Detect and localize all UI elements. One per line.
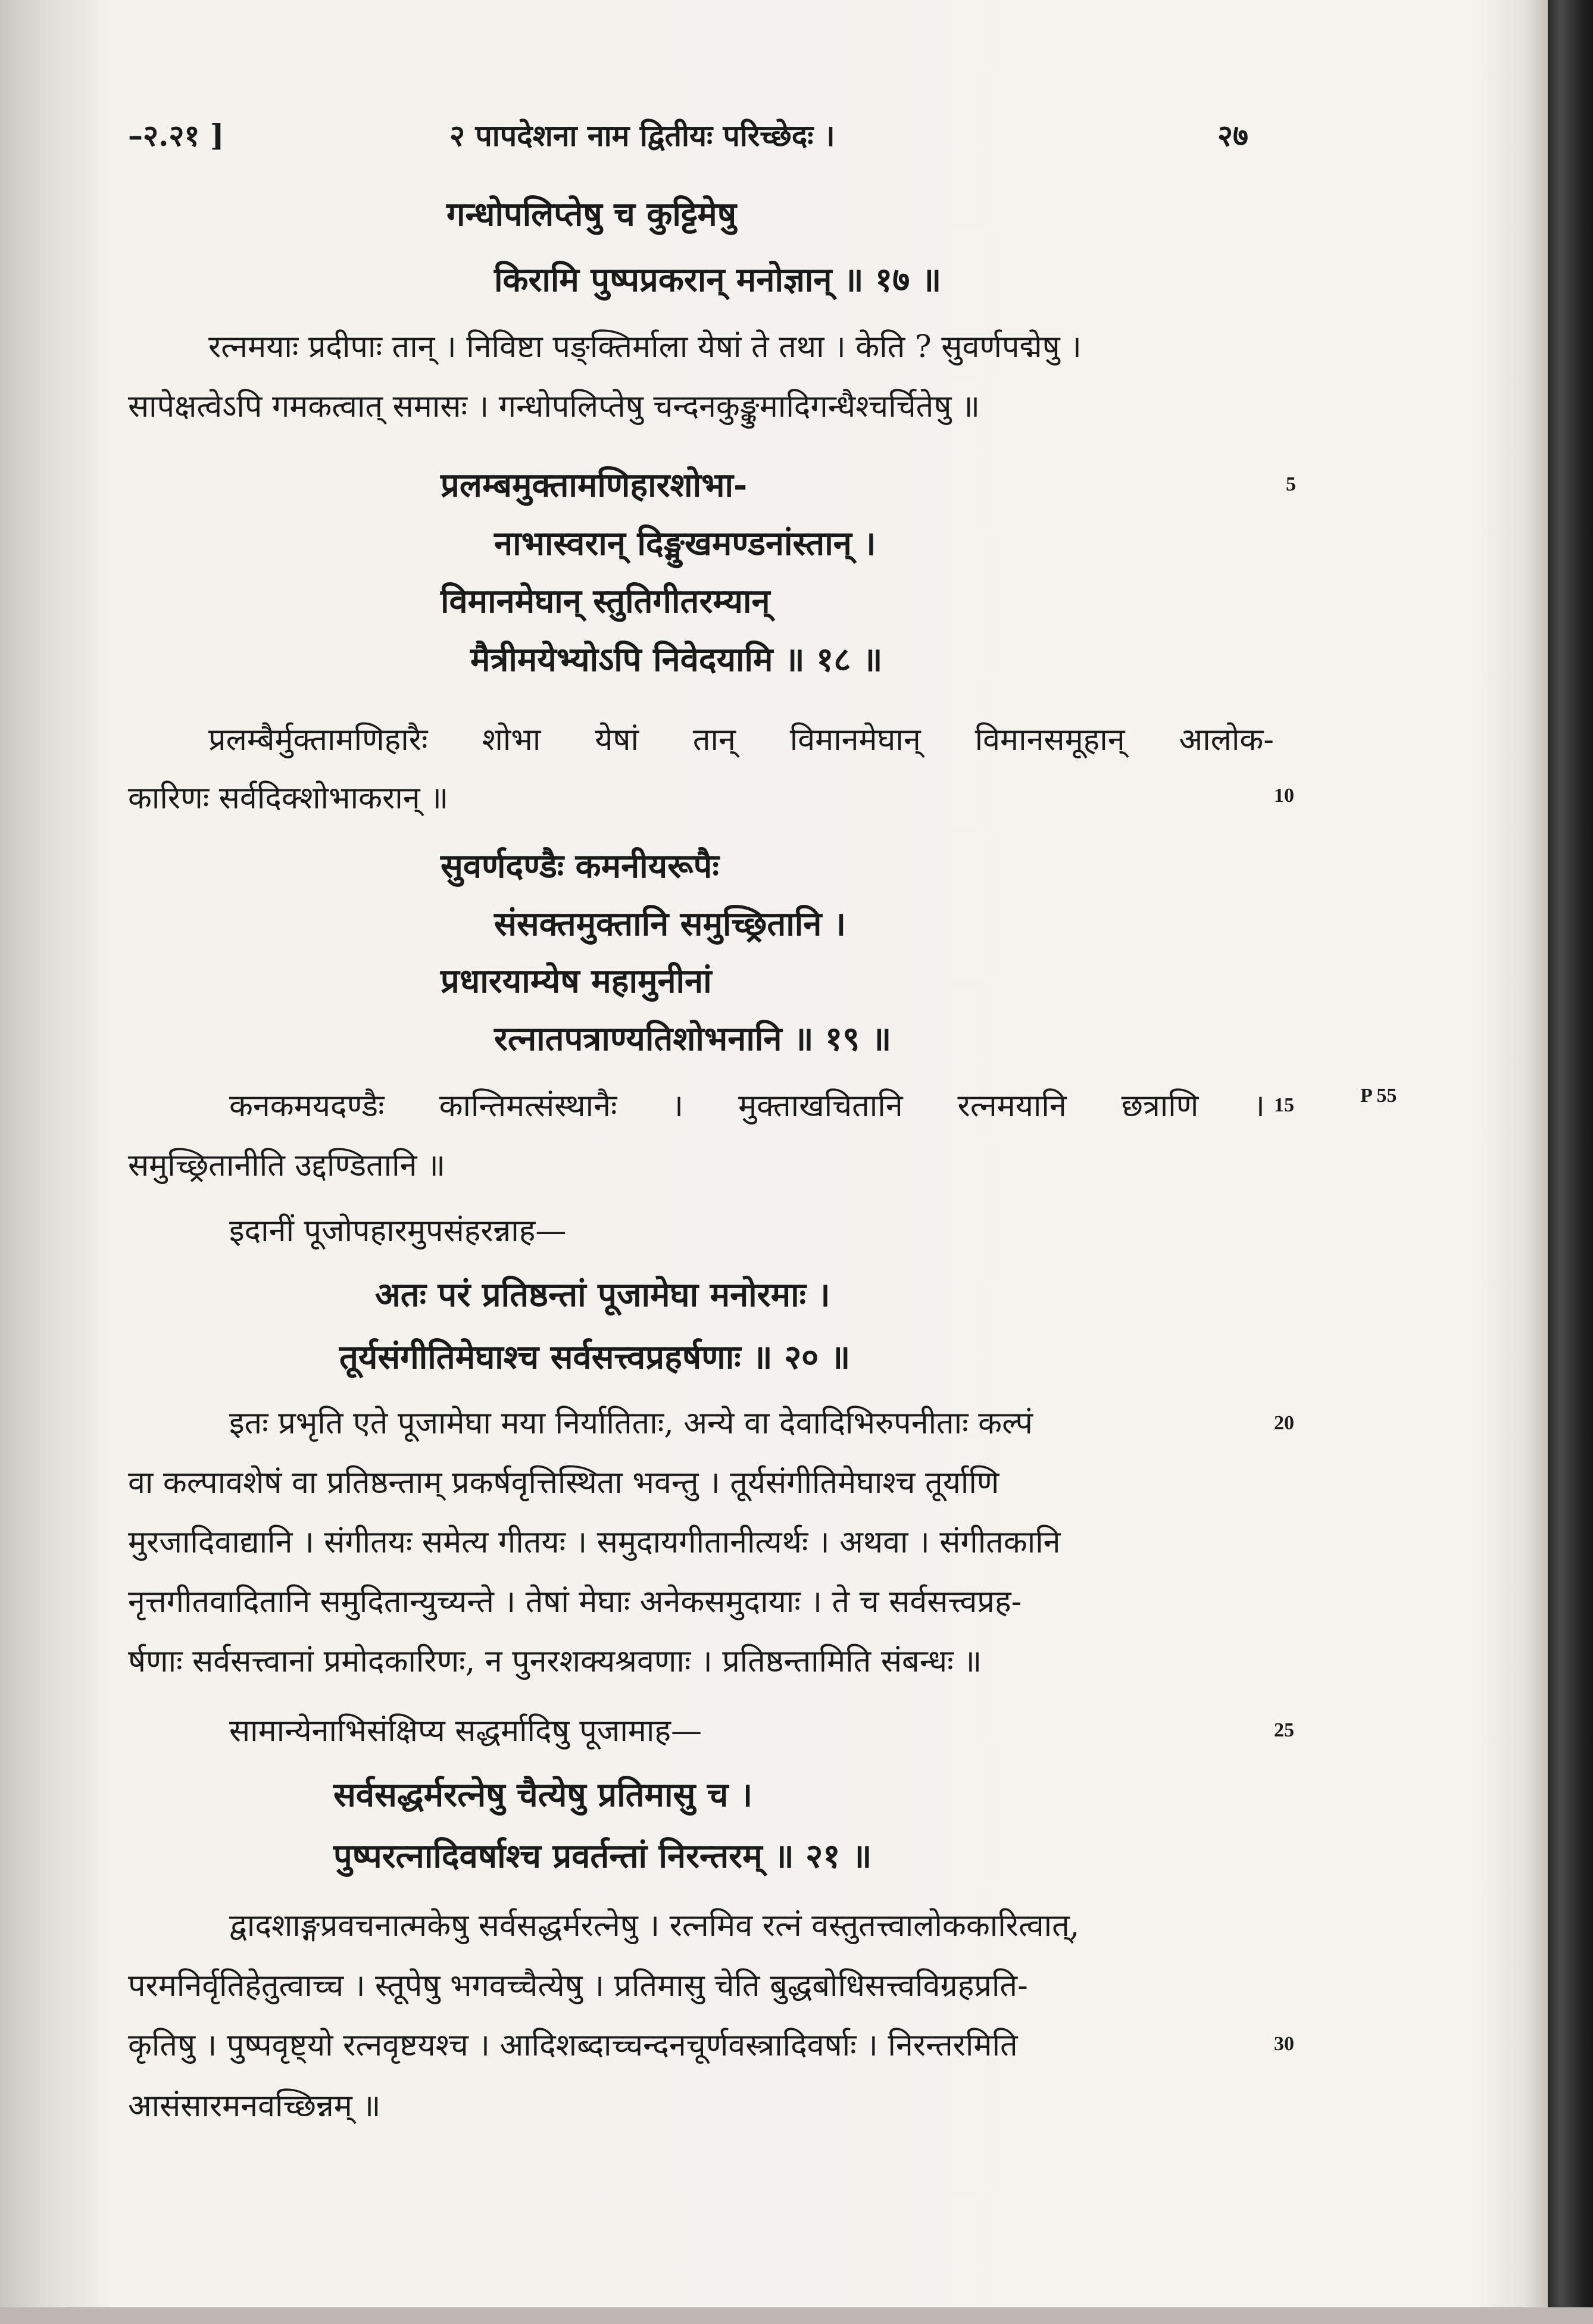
margin-line-number: 5 xyxy=(1286,473,1296,495)
commentary-word: तान् xyxy=(692,722,736,758)
verse-18-line-2: नाभास्वरान् दिङ्मुखमण्डनांस्तान् । xyxy=(494,524,876,563)
commentary-19-line-2: समुच्छ्रितानीति उद्दण्डितानि ॥ xyxy=(128,1148,446,1183)
margin-line-number: 30 xyxy=(1274,2033,1294,2055)
commentary-word: शोभा xyxy=(482,722,541,758)
verse-19-line-1: सुवर्णदण्डैः कमनीयरूपैः xyxy=(441,846,719,886)
verse-19-line-2: संसक्तमुक्तानि समुच्छ्रितानि । xyxy=(494,904,847,944)
commentary-20-line-1: इतः प्रभृति एते पूजामेघा मया निर्यातिताः, अन्ये वा देवादिभिरुपनीताः कल्पं xyxy=(229,1405,1033,1441)
verse-18-line-4: मैत्रीमयेभ्योऽपि निवेदयामि ॥ १८ ॥ xyxy=(470,640,883,679)
verse-18-line-3: विमानमेघान् स्तुतिगीतरम्यान् xyxy=(441,582,770,621)
verse-20-line-2: तूर्यसंगीतिमेघाश्च सर्वसत्त्वप्रहर्षणाः ॥ २० ॥ xyxy=(339,1338,851,1377)
verse-20-line-1: अतः परं प्रतिष्ठन्तां पूजामेघा मनोरमाः । xyxy=(375,1275,830,1314)
verse-19-line-3: प्रधारयाम्येष महामुनीनां xyxy=(441,961,712,1001)
header-chapter-title: २ पापदेशना नाम द्वितीयः परिच्छेदः । xyxy=(449,118,835,153)
margin-line-number: 25 xyxy=(1274,1719,1294,1741)
margin-line-number: 15 xyxy=(1274,1094,1294,1116)
commentary-word: । xyxy=(1253,1088,1265,1124)
commentary-18-line-1 xyxy=(208,717,1274,760)
verse-17-line-1: गन्धोपलिप्तेषु च कुट्टिमेषु xyxy=(446,195,737,234)
commentary-word: कान्तिमत्संस्थानैः xyxy=(439,1088,617,1124)
page-bottom-edge xyxy=(0,2307,1593,2324)
margin-page-reference: P 55 xyxy=(1360,1085,1397,1107)
commentary-word: मुक्ताखचितानि xyxy=(738,1088,903,1124)
commentary-18-line-2: कारिणः सर्वदिक्शोभाकरान् ॥ xyxy=(128,780,449,816)
commentary-21-line-4: आसंसारमनवच्छिन्नम् ॥ xyxy=(128,2088,381,2124)
commentary-20-line-3: मुरजादिवाद्यानि । संगीतयः समेत्य गीतयः । समुदायगीतानीत्यर्थः । अथवा । संगीतकानि xyxy=(128,1525,1061,1560)
commentary-word: विमानमेघान् xyxy=(789,722,921,758)
commentary-word: विमानसमूहान् xyxy=(974,722,1125,758)
commentary-19-line-1 xyxy=(229,1083,1265,1126)
intro-verse-21: सामान्येनाभिसंक्षिप्य सद्धर्मादिषु पूजामाह— xyxy=(229,1713,702,1749)
intro-verse-20: इदानीं पूजोपहारमुपसंहरन्नाह— xyxy=(229,1213,567,1249)
commentary-17-line-2: सापेक्षत्वेऽपि गमकत्वात् समासः । गन्धोपलिप्तेषु चन्दनकुङ्कुमादिगन्धैश्चर्चितेषु ॥ xyxy=(128,389,980,424)
verse-18-line-1: प्रलम्बमुक्तामणिहारशोभा- xyxy=(441,466,748,505)
commentary-21-line-2: परमनिर्वृतिहेतुत्वाच्च । स्तूपेषु भगवच्चैत्येषु । प्रतिमासु चेति बुद्धबोधिसत्त्वविग्रहप्रति- xyxy=(128,1968,1028,2004)
page-binding-edge xyxy=(1548,0,1593,2324)
commentary-20-line-4: नृत्तगीतवादितानि समुदितान्युच्यन्ते । तेषां मेघाः अनेकसमुदायाः । ते च सर्वसत्त्वप्रह- xyxy=(128,1584,1022,1620)
commentary-21-line-3: कृतिषु । पुष्पवृष्ट्यो रत्नवृष्टयश्च । आदिशब्दाच्चन्दनचूर्णवस्त्रादिवर्षाः । निरन्तरमिति xyxy=(128,2028,1018,2063)
header-section-ref: –२.२१ ] xyxy=(128,118,224,153)
commentary-word: छत्राणि xyxy=(1121,1088,1199,1124)
commentary-word: येषां xyxy=(595,722,639,758)
commentary-17-line-1: रत्नमयाः प्रदीपाः तान् । निविष्टा पङ्क्तिर्माला येषां ते तथा । केति ? सुवर्णपद्मेषु । xyxy=(208,329,1082,365)
commentary-word: रत्नमयानि xyxy=(957,1088,1067,1124)
margin-line-number: 20 xyxy=(1274,1412,1294,1434)
verse-19-line-4: रत्नातपत्राण्यतिशोभनानि ॥ १९ ॥ xyxy=(494,1019,892,1058)
commentary-word: कनकमयदण्डैः xyxy=(229,1088,385,1124)
header-page-number: २७ xyxy=(1217,118,1248,153)
commentary-word: आलोक- xyxy=(1179,722,1274,758)
commentary-20-line-5: र्षणाः सर्वसत्त्वानां प्रमोदकारिणः, न पुनरशक्यश्रवणाः । प्रतिष्ठन्तामिति संबन्धः ॥ xyxy=(128,1644,982,1679)
commentary-word: । xyxy=(671,1088,684,1124)
margin-line-number: 10 xyxy=(1274,785,1294,807)
verse-17-line-2: किरामि पुष्पप्रकरान् मनोज्ञान् ॥ १७ ॥ xyxy=(494,260,942,299)
commentary-21-line-1: द्वादशाङ्गप्रवचनात्मकेषु सर्वसद्धर्मरत्नेषु । रत्नमिव रत्नं वस्तुतत्त्वालोककारित्वात्, xyxy=(229,1908,1080,1944)
commentary-word: प्रलम्बैर्मुक्तामणिहारैः xyxy=(208,722,428,758)
verse-21-line-2: पुष्परत्नादिवर्षाश्च प्रवर्तन्तां निरन्तरम् ॥ २१ ॥ xyxy=(333,1836,872,1876)
commentary-20-line-2: वा कल्पावशेषं वा प्रतिष्ठन्ताम् प्रकर्षवृत्तिस्थिता भवन्तु । तूर्यसंगीतिमेघाश्च तूर्याणि xyxy=(128,1465,999,1501)
verse-21-line-1: सर्वसद्धर्मरत्नेषु चैत्येषु प्रतिमासु च । xyxy=(333,1775,753,1814)
